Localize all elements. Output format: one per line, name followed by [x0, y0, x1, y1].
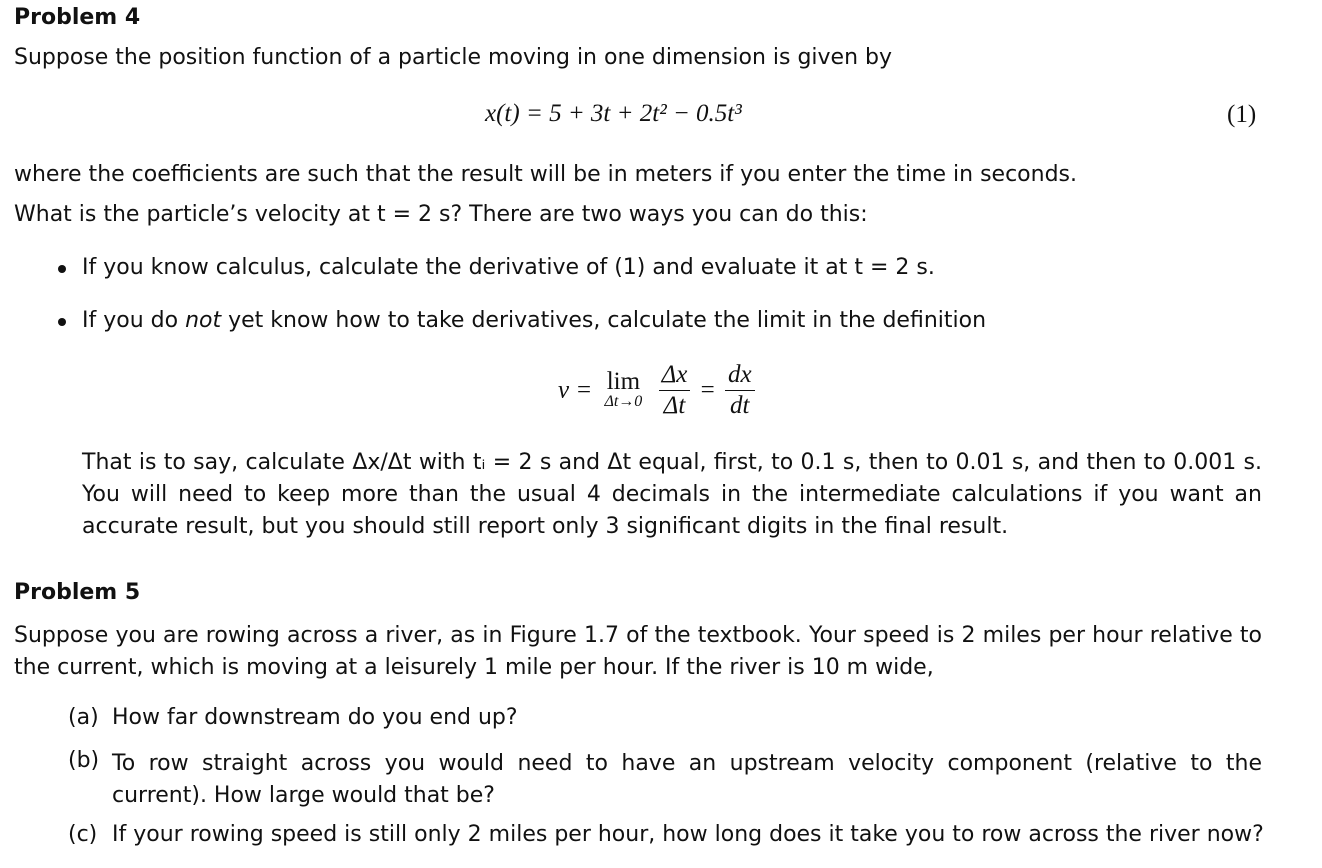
bullet-marker	[58, 318, 66, 326]
problem-5-heading: Problem 5	[14, 580, 141, 605]
velocity-question: What is the particle’s velocity at t = 2 s? There are two ways you can do this:	[14, 202, 868, 227]
bullet-limit	[82, 308, 986, 333]
bullet-limit-text-start: If you do	[82, 308, 186, 333]
velocity-lhs: v =	[558, 376, 593, 404]
delta-numerator: Δx	[661, 361, 688, 388]
part-c-label: (c)	[68, 822, 98, 847]
problem-5-intro: Suppose you are rowing across a river, as in Figure 1.7 of the textbook. Your speed is 2 miles per hour relative to the current, which is moving at a leisurely 1 mile per hour. If the river is 10 m wide,	[14, 623, 1262, 680]
part-a-text: How far downstream do you end up?	[112, 705, 518, 730]
problem-4-heading: Problem 4	[14, 5, 141, 30]
bullet-limit-text-end: yet know how to take derivatives, calculate the limit in the definition	[221, 308, 987, 333]
delta-fraction	[659, 360, 691, 421]
derivative-numerator: dx	[727, 361, 752, 388]
problem-4-intro: Suppose the position function of a particle moving in one dimension is given by	[14, 45, 893, 70]
part-c-text: If your rowing speed is still only 2 miles per hour, how long does it take you to row across the river now?	[112, 822, 1264, 847]
part-b-label: (b)	[68, 748, 100, 773]
equals-sign: =	[700, 376, 715, 404]
equation-number: (1)	[1227, 101, 1257, 128]
part-a-label: (a)	[68, 705, 99, 730]
lim-subscript: Δt→0	[604, 392, 643, 410]
bullet-calculus: If you know calculus, calculate the derivative of (1) and evaluate it at t = 2 s.	[82, 255, 935, 280]
part-b-text: To row straight across you would need to have an upstream velocity component (relative to the current). How large would that be?	[112, 751, 1262, 808]
limit-definition-equation	[558, 360, 759, 421]
bullet-marker	[58, 265, 66, 273]
lim-word: lim	[606, 367, 641, 395]
limit-explanation: That is to say, calculate Δx/Δt with tᵢ = 2 s and Δt equal, first, to 0.1 s, then to 0.01 s, and then to 0.001 s. You will need to keep more than the usual 4 decimals in the intermediate calculations if you want an accurate result, but you should still report only 3 significant digits in the final result.	[82, 450, 1262, 539]
derivative-denominator: dt	[725, 390, 755, 421]
derivative-fraction	[725, 360, 755, 421]
limit-operator	[604, 367, 643, 411]
units-sentence: where the coefficients are such that the result will be in meters if you enter the time in seconds.	[14, 162, 1077, 187]
position-equation: x(t) = 5 + 3t + 2t² − 0.5t³	[485, 100, 742, 127]
delta-denominator: Δt	[659, 390, 691, 421]
bullet-limit-emphasis: not	[185, 308, 222, 333]
